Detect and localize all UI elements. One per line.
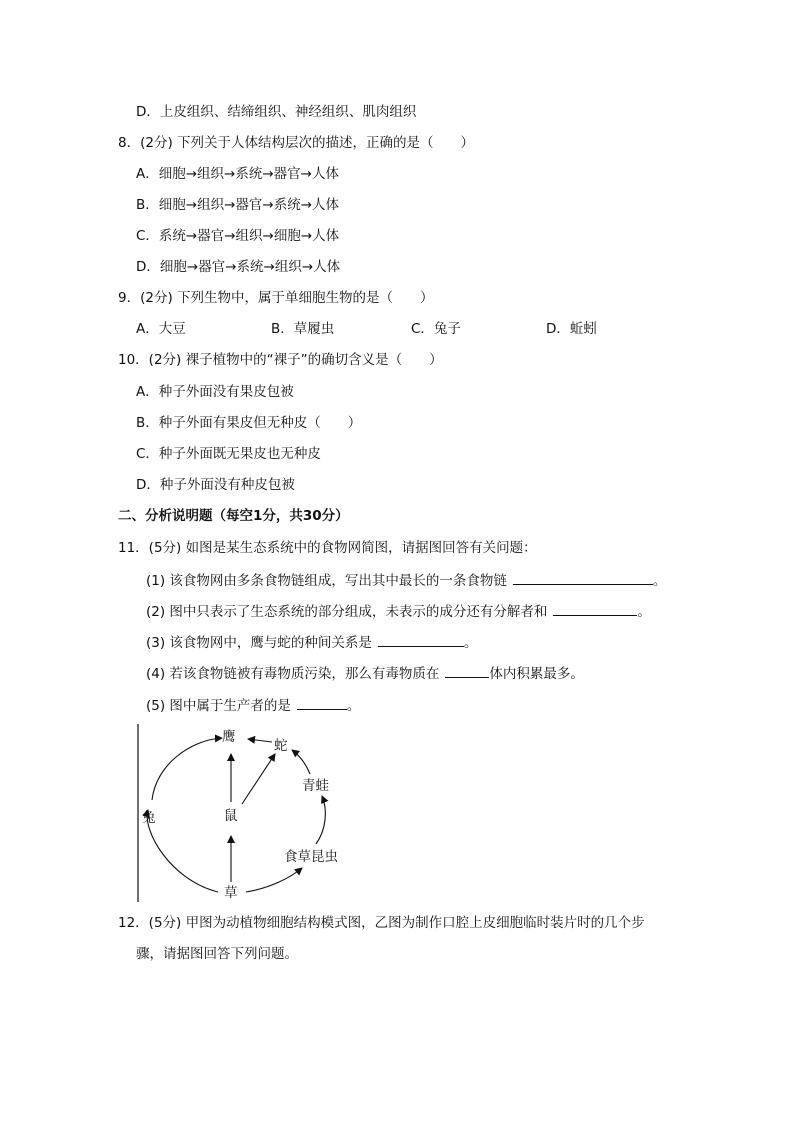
q12-stem-line-2: 骤，请据图回答下列问题。: [136, 946, 298, 962]
arrow-grass-to-insect: [246, 868, 302, 892]
q11-sub-4: [146, 663, 584, 684]
q11-sub-2-end: 。: [637, 604, 651, 620]
q8-stem: 8．(2分) 下列关于人体结构层次的描述，正确的是（ ）: [118, 135, 475, 151]
q11-sub-5-text: (5) 图中属于生产者的是: [146, 698, 291, 714]
q9-option-a: A．大豆: [136, 321, 186, 337]
q11-sub-1-text: (1) 该食物网由多条食物链组成，写出其中最长的一条食物链: [146, 573, 507, 589]
arrow-snake-to-eagle: [248, 739, 272, 742]
q11-stem: 11．(5分) 如图是某生态系统中的食物网简图，请据图回答有关问题：: [118, 540, 537, 556]
q11-sub-3: [146, 632, 477, 653]
q8-option-c: C．系统→器官→组织→细胞→人体: [136, 228, 340, 244]
answer-blank[interactable]: [445, 663, 489, 678]
node-frog: 青蛙: [302, 778, 329, 794]
node-snake: 蛇: [274, 738, 288, 754]
node-mouse: 鼠: [224, 808, 238, 824]
q11-sub-1: [146, 570, 666, 591]
q10-option-b: B．种子外面有果皮但无种皮（ ）: [136, 415, 362, 431]
section-heading: 二、分析说明题（每空1分，共30分）: [118, 508, 349, 524]
answer-blank[interactable]: [553, 601, 637, 616]
q11-sub-4-end: 体内积累最多。: [489, 666, 584, 682]
q9-stem: 9．(2分) 下列生物中，属于单细胞生物的是（ ）: [118, 290, 434, 306]
food-web-diagram: [130, 720, 370, 906]
q11-sub-3-text: (3) 该食物网中，鹰与蛇的种间关系是: [146, 635, 372, 651]
answer-blank[interactable]: [513, 570, 653, 585]
q12-stem-line-1: 12．(5分) 甲图为动植物细胞结构模式图，乙图为制作口腔上皮细胞临时装片时的几个步: [118, 915, 645, 931]
q11-sub-5-end: 。: [346, 698, 361, 714]
q8-option-b: B．细胞→组织→器官→系统→人体: [136, 197, 340, 213]
q8-option-d: D．细胞→器官→系统→组织→人体: [136, 259, 341, 275]
arrow-insect-to-frog: [316, 796, 325, 844]
q10-stem: 10．(2分) 裸子植物中的“裸子”的确切含义是（ ）: [118, 352, 443, 368]
q9-option-c: C．兔子: [411, 321, 461, 337]
q11-sub-1-end: 。: [652, 573, 667, 589]
q11-sub-2: [146, 601, 651, 622]
q11-sub-4-text: (4) 若该食物链被有毒物质污染，那么有毒物质在: [146, 666, 440, 682]
q11-sub-3-end: 。: [463, 635, 478, 651]
q9-option-b: B．草履虫: [271, 321, 335, 337]
node-rabbit: 兔: [142, 810, 156, 826]
q7-option-d: D．上皮组织、结缔组织、神经组织、肌肉组织: [136, 104, 417, 120]
arrow-mouse-to-snake: [242, 754, 275, 804]
arrow-grass-to-rabbit: [147, 810, 218, 892]
q10-option-c: C．种子外面既无果皮也无种皮: [136, 446, 321, 462]
arrow-frog-to-snake: [292, 750, 310, 774]
q11-sub-2-text: (2) 图中只表示了生态系统的部分组成，未表示的成分还有分解者和: [146, 604, 548, 620]
q10-option-a: A．种子外面没有果皮包被: [136, 384, 294, 400]
q9-option-d: D．蚯蚓: [546, 321, 597, 337]
q8-option-a: A．细胞→组织→系统→器官→人体: [136, 166, 339, 182]
node-eagle: 鹰: [222, 729, 236, 745]
q10-option-d: D．种子外面没有种皮包被: [136, 477, 295, 493]
q11-sub-5: [146, 695, 360, 716]
arrow-rabbit-to-eagle: [152, 738, 222, 800]
answer-blank[interactable]: [378, 632, 464, 647]
answer-blank[interactable]: [297, 695, 347, 710]
node-insect: 食草昆虫: [284, 849, 338, 865]
node-grass: 草: [224, 885, 238, 901]
